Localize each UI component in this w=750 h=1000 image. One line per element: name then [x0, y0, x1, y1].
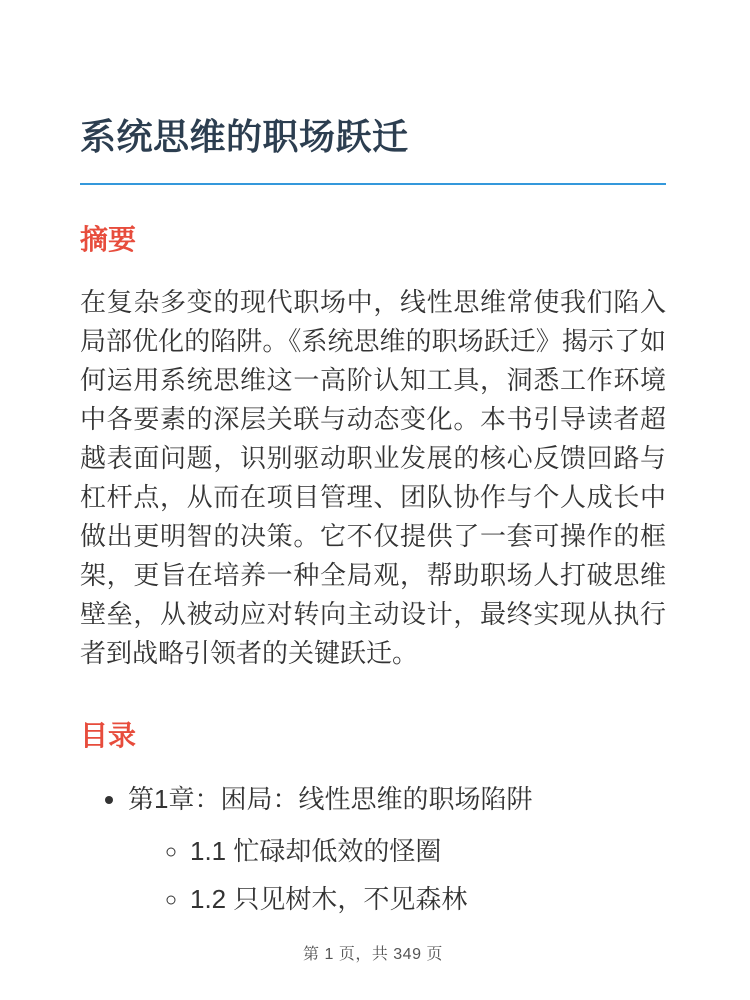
toc-heading: 目录 [80, 719, 137, 751]
toc-section-item: ◦ 1.2 只见树木，不见森林 [190, 880, 666, 919]
abstract-paragraph: 在复杂多变的现代职场中，线性思维常使我们陷入局部优化的陷阱。《系统思维的职场跃迁》揭示了如何运用系统思维这一高阶认知工具，洞悉工作环境中各要素的深层关联与动态变化。本书引导读者超越表面问题，识别驱动职业发展的核心反馈回路与杠杆点，从而在项目管理、团队协作与个人成长中做出更明智的决策。它不仅提供了一套可操作的框架，更旨在培养一种全局观，帮助职场人打破思维壁垒，从被动应对转向主动设计，最终实现从执行者到战略引领者的关键跃迁。 [80, 286, 666, 668]
toc-list [80, 780, 666, 919]
toc-chapter-item [128, 780, 666, 919]
toc-sublist [128, 832, 666, 919]
page-title: 系统思维的职场跃迁 [80, 114, 666, 185]
toc-chapter-label: 第1章：困局：线性思维的职场陷阱 [128, 784, 533, 815]
page-number-indicator: 第 1 页，共 349 页 [303, 946, 443, 964]
toc-section-item: ◦ 1.1 忙碌却低效的怪圈 [190, 832, 666, 871]
abstract-heading: 摘要 [80, 224, 137, 255]
